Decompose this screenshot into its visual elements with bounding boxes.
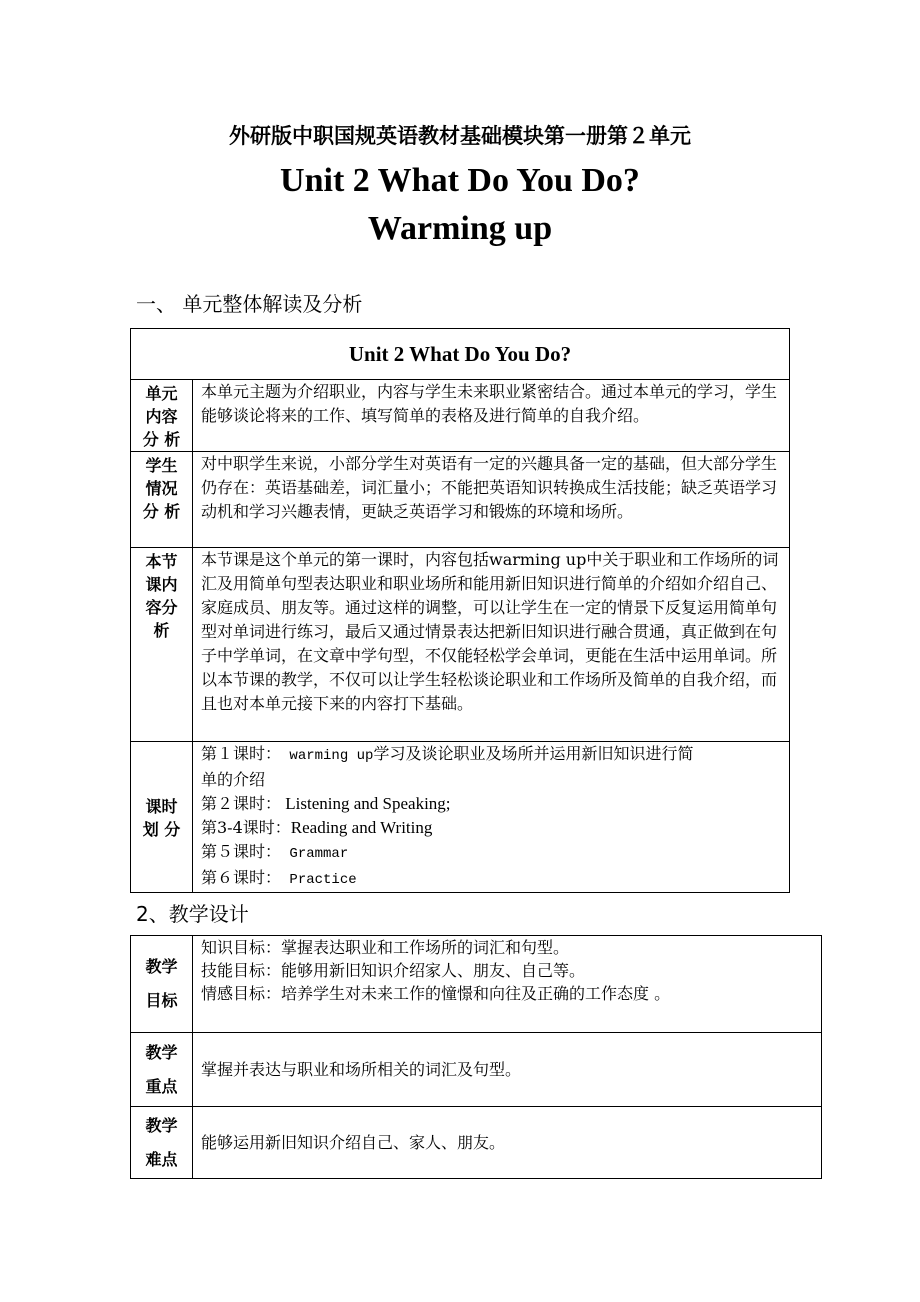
section-heading-analysis: 一、 单元整体解读及分析: [136, 292, 363, 316]
schedule-line-3: 第3-4课时：Reading and Writing: [201, 818, 433, 837]
row-content-student-situation: 对中职学生来说，小部分学生对英语有一定的兴趣具备一定的基础，但大部分学生仍存在：英语基础差，词汇量小；不能把英语知识转换成生活技能；缺乏英语学习动机和学习兴趣表情，更缺乏英语学习和锻炼的环境和场所。: [193, 452, 790, 548]
table-row: [131, 936, 822, 1033]
schedule-line-5: 第６课时： Practice: [201, 868, 357, 888]
table-row: [131, 452, 790, 548]
table-row: [131, 380, 790, 452]
row-label-objectives: 教学 目标: [131, 936, 193, 1033]
row-content-key-points: 掌握并表达与职业和场所相关的词汇及句型。: [193, 1033, 822, 1107]
unit-analysis-table: [130, 328, 790, 893]
table-row: [131, 548, 790, 742]
row-label-key-points: 教学 重点: [131, 1033, 193, 1107]
table-row: [131, 1033, 822, 1107]
row-label-difficulties: 教学 难点: [131, 1107, 193, 1179]
teaching-design-table: [130, 935, 822, 1179]
table-row: [131, 742, 790, 893]
section-heading-design: 2、教学设计: [136, 902, 249, 926]
schedule-line-4: 第５课时： Grammar: [201, 842, 349, 862]
row-label-unit-content: 单元 内容 分 析: [131, 380, 193, 452]
schedule-line-1: 第１课时： warming up学习及谈论职业及场所并运用新旧知识进行简: [201, 744, 694, 764]
unit-title: Unit 2 What Do You Do?: [280, 162, 640, 199]
row-content-objectives: 知识目标：掌握表达职业和工作场所的词汇和句型。 技能目标：能够用新旧知识介绍家人、朋友、自己等。 情感目标：培养学生对未来工作的憧憬和向往及正确的工作态度 。: [193, 936, 822, 1033]
row-content-schedule: [193, 742, 790, 893]
row-content-difficulties: 能够运用新旧知识介绍自己、家人、朋友。: [193, 1107, 822, 1179]
row-label-lesson-content: 本节 课内 容分 析: [131, 548, 193, 742]
table-header-row: [131, 329, 790, 380]
row-content-lesson-content: 本节课是这个单元的第一课时，内容包括warming up中关于职业和工作场所的词汇及用简单句型表达职业和职业场所和能用新旧知识进行简单的介绍如介绍自己、家庭成员、朋友等。通过这样的调整，可以让学生在一定的情景下反复运用简单句型对单词进行练习，最后又通过情景表达把新旧知识进行融合贯通，真正做到在句子中学单词，在文章中学句型，不仅能轻松学会单词，更能在生活中运用单词。所以本节课的教学，不仅可以让学生轻松谈论职业和工作场所及简单的自我介绍，而且也对本单元接下来的内容打下基础。: [193, 548, 790, 742]
row-content-unit-content: 本单元主题为介绍职业，内容与学生未来职业紧密结合。通过本单元的学习，学生能够谈论将来的工作、填写简单的表格及进行简单的自我介绍。: [193, 380, 790, 452]
schedule-line-2: 第２课时： Listening and Speaking;: [201, 794, 451, 813]
document-subtitle: 外研版中职国规英语教材基础模块第一册第２单元: [229, 124, 691, 148]
schedule-line-1-cont: 单的介绍: [201, 770, 266, 789]
table-header-title: Unit 2 What Do You Do?: [131, 329, 790, 380]
row-label-student-situation: 学生 情况 分 析: [131, 452, 193, 548]
table-row: [131, 1107, 822, 1179]
lesson-title: Warming up: [367, 210, 553, 247]
row-label-schedule: 课时 划 分: [131, 742, 193, 893]
